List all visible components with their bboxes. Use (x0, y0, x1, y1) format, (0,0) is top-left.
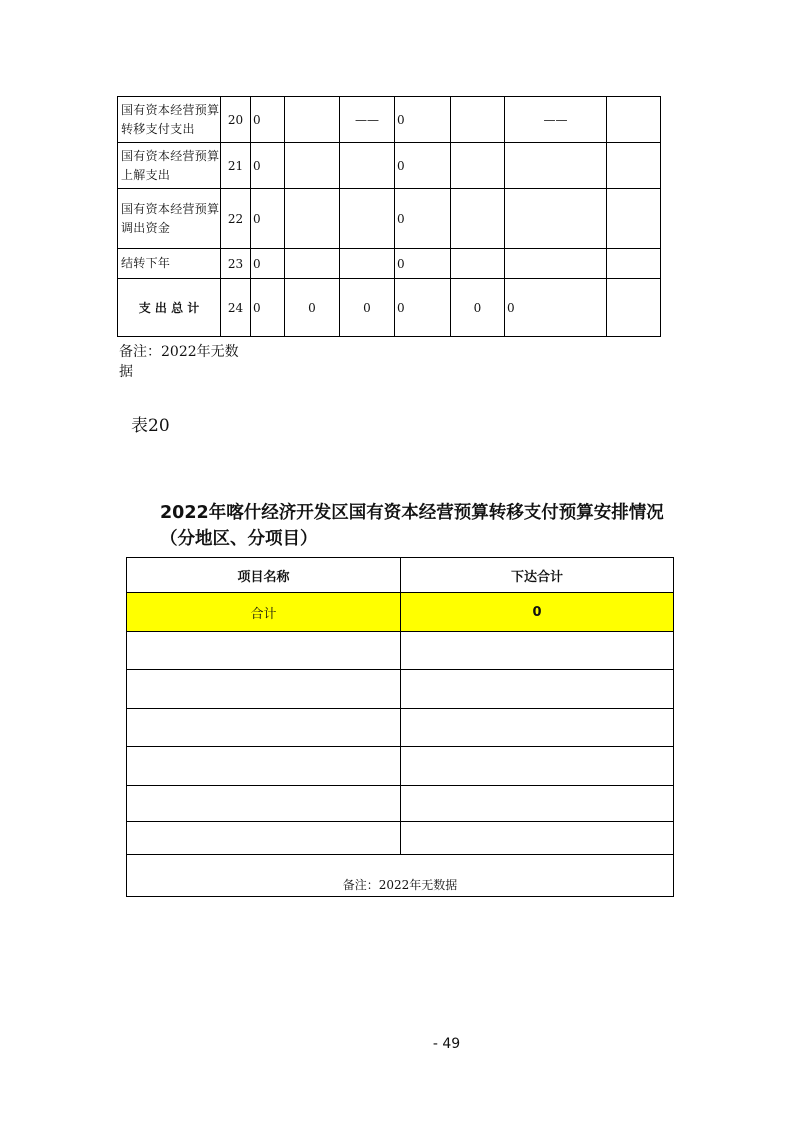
cell: 0 (395, 143, 451, 189)
row-label: 国有资本经营预算上解支出 (118, 143, 221, 189)
cell: —— (505, 97, 607, 143)
total-label: 支 出 总 计 (118, 279, 221, 337)
table-row (127, 822, 674, 855)
header-row (127, 558, 674, 593)
cell (285, 97, 340, 143)
cell: 0 (395, 97, 451, 143)
cell (607, 97, 661, 143)
table-row (118, 97, 661, 143)
row-label: 结转下年 (118, 249, 221, 279)
cell (401, 709, 674, 747)
cell: 0 (251, 189, 285, 249)
cell (401, 632, 674, 670)
total-value: 0 (401, 593, 674, 632)
cell (285, 143, 340, 189)
table-row (127, 786, 674, 822)
table-row (118, 249, 661, 279)
page-title: 2022年喀什经济开发区国有资本经营预算转移支付预算安排情况（分地区、分项目） (160, 503, 664, 549)
cell (127, 670, 401, 709)
table-row (127, 709, 674, 747)
cell: 0 (395, 189, 451, 249)
cell: 0 (251, 97, 285, 143)
cell (451, 143, 505, 189)
cell (340, 189, 395, 249)
cell (505, 189, 607, 249)
row-number: 22 (221, 189, 251, 249)
page-number: - 49 (432, 1036, 461, 1052)
cell (340, 249, 395, 279)
cell (127, 786, 401, 822)
row-label: 国有资本经营预算转移支付支出 (118, 97, 221, 143)
cell: 0 (395, 279, 451, 337)
table-row (118, 189, 661, 249)
cell (401, 747, 674, 786)
cell (607, 279, 661, 337)
cell: 0 (251, 249, 285, 279)
cell (451, 249, 505, 279)
upper-table-note: 备注：2022年无数据 (119, 344, 239, 380)
cell (607, 143, 661, 189)
cell: 0 (395, 249, 451, 279)
column-header-total: 下达合计 (401, 558, 674, 593)
cell: 0 (505, 279, 607, 337)
cell (505, 249, 607, 279)
cell (607, 189, 661, 249)
transfer-payment-table (126, 557, 674, 897)
cell (285, 189, 340, 249)
cell (127, 709, 401, 747)
cell: —— (340, 97, 395, 143)
cell: 0 (285, 279, 340, 337)
cell: 0 (251, 143, 285, 189)
total-label: 合计 (127, 593, 401, 632)
upper-expenditure-table (117, 96, 661, 337)
total-row (127, 593, 674, 632)
table-row (127, 632, 674, 670)
cell (607, 249, 661, 279)
table-row (127, 747, 674, 786)
row-number: 23 (221, 249, 251, 279)
cell: 0 (451, 279, 505, 337)
cell (127, 747, 401, 786)
cell (451, 97, 505, 143)
row-number: 20 (221, 97, 251, 143)
cell (451, 189, 505, 249)
row-label: 国有资本经营预算调出资金 (118, 189, 221, 249)
note-row (127, 855, 674, 897)
cell (401, 822, 674, 855)
cell (127, 632, 401, 670)
cell (285, 249, 340, 279)
table-note: 备注：2022年无数据 (127, 855, 674, 897)
cell (340, 143, 395, 189)
cell (505, 143, 607, 189)
total-row (118, 279, 661, 337)
table-row (127, 670, 674, 709)
table-row (118, 143, 661, 189)
column-header-project-name: 项目名称 (127, 558, 401, 593)
cell (401, 670, 674, 709)
row-number: 21 (221, 143, 251, 189)
row-number: 24 (221, 279, 251, 337)
cell (401, 786, 674, 822)
table-number-label: 表20 (131, 416, 170, 436)
cell: 0 (340, 279, 395, 337)
cell: 0 (251, 279, 285, 337)
cell (127, 822, 401, 855)
